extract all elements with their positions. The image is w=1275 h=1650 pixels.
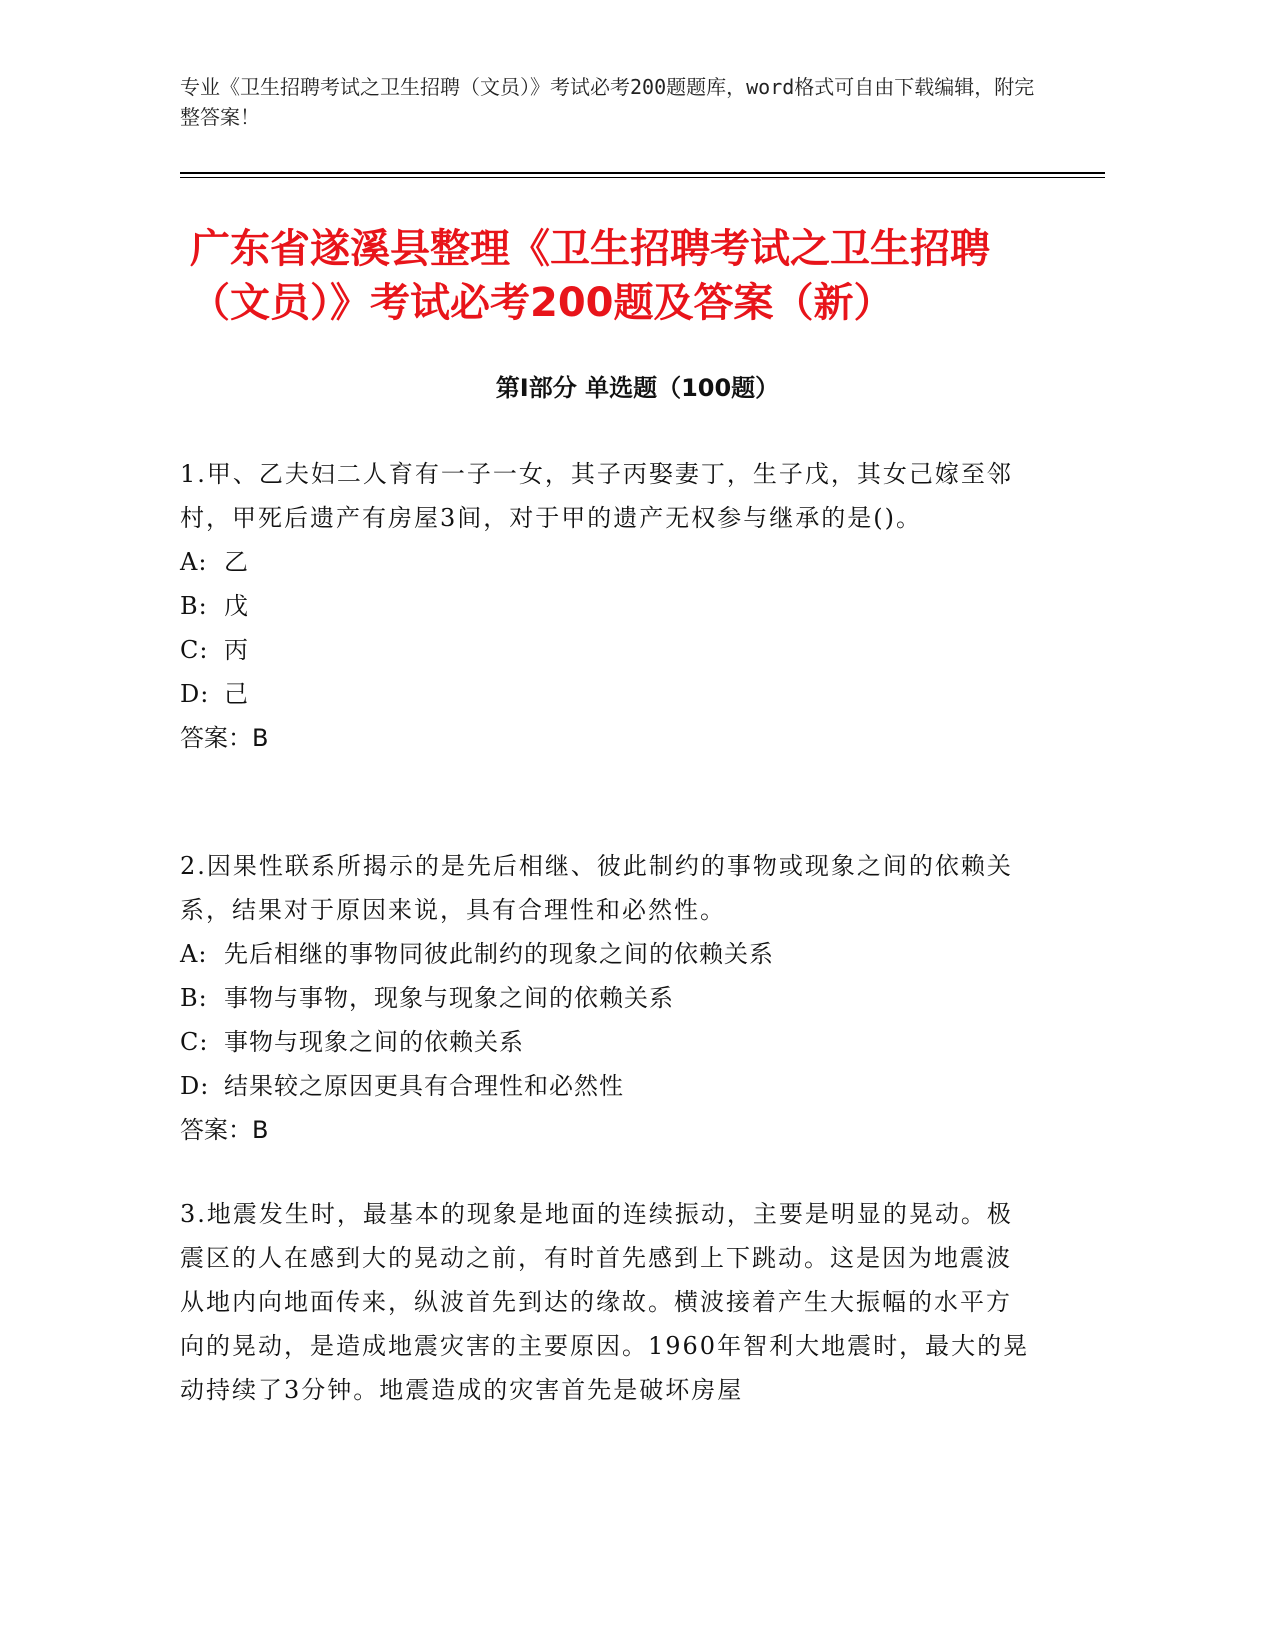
option-text: 事物与现象之间的依赖关系 xyxy=(224,1028,524,1056)
option-text: 己 xyxy=(224,680,249,708)
question-3 xyxy=(180,1192,1030,1412)
question-stem: 1.甲、乙夫妇二人育有一子一女，其子丙娶妻丁，生子戊，其女己嫁至邻村，甲死后遗产有房屋3间，对于甲的遗产无权参与继承的是()。 xyxy=(180,460,1013,532)
option-text: 戊 xyxy=(224,592,249,620)
option-key: C: xyxy=(180,636,209,664)
option-list xyxy=(180,932,1030,1108)
option-a xyxy=(180,540,1030,584)
option-key: B: xyxy=(180,984,208,1012)
option-text: 事物与事物，现象与现象之间的依赖关系 xyxy=(224,984,674,1012)
option-a xyxy=(180,932,1030,976)
question-1 xyxy=(180,452,1030,760)
option-d xyxy=(180,672,1030,716)
question-stem: 3.地震发生时，最基本的现象是地面的连续振动，主要是明显的晃动。极震区的人在感到大的晃动之前，有时首先感到上下跳动。这是因为地震波从地内向地面传来，纵波首先到达的缘故。横波接着产生大振幅的水平方向的晃动，是造成地震灾害的主要原因。1960年智利大地震时，最大的晃动持续了3分钟。地震造成的灾害首先是破坏房屋 xyxy=(180,1200,1030,1404)
option-d xyxy=(180,1064,1030,1108)
option-key: A: xyxy=(180,940,208,968)
option-text: 先后相继的事物同彼此制约的现象之间的依赖关系 xyxy=(224,940,774,968)
document-title: 广东省遂溪县整理《卫生招聘考试之卫生招聘（文员）》考试必考200题及答案（新） xyxy=(190,226,990,326)
question-stem: 2.因果性联系所揭示的是先后相继、彼此制约的事物或现象之间的依赖关系，结果对于原因来说，具有合理性和必然性。 xyxy=(180,852,1013,924)
answer-text: 答案：B xyxy=(180,724,269,752)
header-divider-thin xyxy=(180,177,1105,178)
option-text: 乙 xyxy=(224,548,249,576)
option-list xyxy=(180,540,1030,716)
option-b xyxy=(180,976,1030,1020)
question-2 xyxy=(180,844,1030,1152)
option-c xyxy=(180,1020,1030,1064)
section-title: 第Ⅰ部分 单选题（100题） xyxy=(495,374,780,402)
option-text: 结果较之原因更具有合理性和必然性 xyxy=(224,1072,624,1100)
option-key: D: xyxy=(180,1072,210,1100)
option-c xyxy=(180,628,1030,672)
option-key: A: xyxy=(180,548,208,576)
option-b xyxy=(180,584,1030,628)
header-note: 专业《卫生招聘考试之卫生招聘（文员）》考试必考200题题库，word格式可自由下载编辑，附完整答案！ xyxy=(180,75,1035,129)
option-key: D: xyxy=(180,680,210,708)
option-text: 丙 xyxy=(224,636,249,664)
option-key: C: xyxy=(180,1028,209,1056)
option-key: B: xyxy=(180,592,208,620)
header-divider-thick xyxy=(180,172,1105,174)
answer-text: 答案：B xyxy=(180,1116,269,1144)
